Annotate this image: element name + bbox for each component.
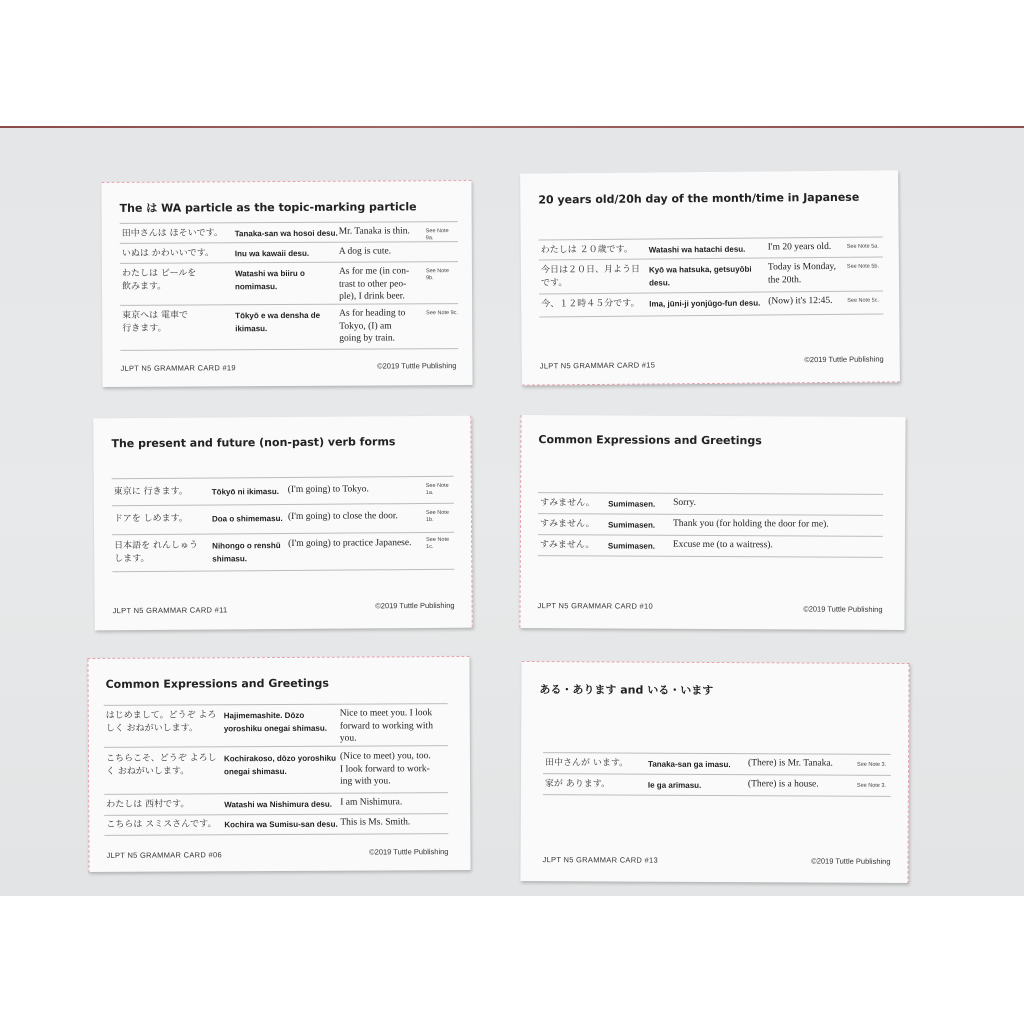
note-ref: See Note 1a. (425, 482, 449, 497)
copyright: ©2019 Tuttle Publishing (804, 354, 884, 365)
card-number: JLPT N5 GRAMMAR CARD #06 (106, 850, 222, 860)
card-number: JLPT N5 GRAMMAR CARD #13 (542, 855, 658, 865)
note-ref: See Note 9b. (425, 268, 449, 282)
note-ref: See Note 3. (857, 761, 887, 768)
card-title: The は WA particle as the topic-marking particle (119, 200, 417, 215)
japanese-text: 田中さんは ほそいです。 (121, 228, 223, 239)
english-text: (I'm going) to Tokyo. (287, 484, 369, 495)
table-row (112, 476, 454, 506)
table-row (538, 513, 883, 537)
romaji-text: Kyō wa hatsuka, getsuyōbi desu. (648, 264, 752, 288)
romaji-text: Nihongo o renshū shimasu. (212, 541, 281, 564)
card-table (538, 492, 883, 557)
romaji-text: Ima, jūni-ji yonjūgo-fun desu. (649, 298, 761, 309)
english-text: As for heading to Tokyo, (I) am going by train. (339, 308, 406, 344)
japanese-text: 今、１２時４５分です。 (541, 298, 640, 310)
table-row (104, 703, 448, 748)
card-title: The present and future (non-past) verb forms (111, 435, 396, 451)
english-text: Today is Monday, the 20th. (767, 261, 837, 285)
note-ref: See Note 3. (856, 782, 886, 789)
card-number: JLPT N5 GRAMMAR CARD #19 (120, 363, 236, 373)
card-title: ある・あります and いる・います (539, 683, 714, 697)
romaji-text: Sumimasen. (607, 541, 656, 551)
english-text: Sorry. (673, 497, 697, 508)
card-number: JLPT N5 GRAMMAR CARD #11 (112, 605, 228, 616)
japanese-text: ドアを しめます。 (113, 513, 188, 525)
note-ref: See Note 1c. (426, 536, 450, 551)
copyright: ©2019 Tuttle Publishing (375, 600, 455, 611)
japanese-text: すみません。 (539, 519, 595, 530)
table-row (112, 503, 454, 535)
grammar-card-19 (101, 180, 472, 387)
romaji-text: Watashi wa biiru o nomimasu. (234, 268, 305, 292)
note-ref: See Note 1b. (425, 509, 449, 524)
japanese-text: こちらは スミスさんです。 (106, 819, 217, 830)
table-row (120, 261, 458, 306)
romaji-text: Doa o shimemasu. (211, 514, 283, 524)
card-table (539, 236, 884, 319)
note-ref: See Note 5b. (846, 263, 880, 270)
table-row (543, 773, 891, 797)
japanese-text: 東京へは 電車で 行きます。 (122, 310, 189, 334)
english-text: (Now) it's 12:45. (768, 295, 833, 307)
romaji-text: Tōkyō ni ikimasu. (211, 487, 279, 497)
card-table (120, 221, 459, 350)
copyright: ©2019 Tuttle Publishing (377, 361, 457, 371)
table-row (112, 532, 454, 572)
japanese-text: すみません。 (539, 540, 595, 551)
copyright: ©2019 Tuttle Publishing (369, 847, 449, 857)
card-table (112, 476, 455, 572)
romaji-text: Kochirakoso, dōzo yoroshiku onegai shimasu. (223, 753, 337, 777)
card-title: Common Expressions and Greetings (538, 433, 762, 448)
english-text: (I'm going) to close the door. (287, 511, 398, 522)
table-row (104, 745, 448, 795)
table-row (104, 813, 448, 836)
copyright: ©2019 Tuttle Publishing (803, 604, 883, 614)
romaji-text: Tanaka-san ga imasu. (648, 759, 731, 770)
english-text: As for me (in con- trast to other peo- ple), I drink beer. (338, 266, 410, 302)
grammar-card-13 (520, 661, 909, 883)
card-number: JLPT N5 GRAMMAR CARD #15 (539, 360, 656, 371)
japanese-text: 今日は２０日、月よう日 です。 (540, 264, 640, 289)
english-text: Mr. Tanaka is thin. (338, 226, 410, 237)
romaji-text: Watashi wa hatachi desu. (648, 244, 746, 255)
card-table (104, 703, 449, 835)
english-text: Thank you (for holding the door for me). (672, 518, 829, 530)
grammar-card-15 (520, 170, 900, 385)
table-row (104, 792, 448, 816)
japanese-text: わたしは 西村です。 (106, 799, 190, 810)
note-ref: See Note 5a. (846, 243, 879, 250)
english-text: Excuse me (to a waitress). (672, 539, 773, 551)
romaji-text: Tanaka-san wa hosoi desu. (234, 228, 338, 239)
english-text: A dog is cute. (338, 246, 392, 257)
grammar-card-10 (519, 415, 905, 630)
dashed-edge (519, 415, 521, 628)
japanese-text: こちらこそ、どうぞ よろし く おねがいします。 (105, 753, 217, 777)
japanese-text: 東京に 行きます。 (113, 486, 188, 498)
english-text: This is Ms. Smith. (340, 817, 411, 828)
english-text: I am Nishimura. (340, 797, 403, 808)
table-row (538, 534, 883, 558)
note-ref: See Note 5c. (847, 297, 880, 304)
romaji-text: Ie ga arimasu. (647, 780, 702, 790)
note-ref: See Note 9c. (426, 310, 458, 317)
romaji-text: Sumimasen. (607, 520, 656, 530)
romaji-text: Inu wa kawaii desu. (234, 248, 310, 259)
english-text: (I'm going) to practice Japanese. (288, 538, 412, 549)
table-row (543, 752, 891, 776)
japanese-text: わたしは ２０歳です。 (540, 244, 633, 256)
grammar-card-06 (87, 656, 470, 872)
japanese-text: はじめまして。どうぞ よろ しく おねがいします。 (105, 710, 217, 734)
copyright: ©2019 Tuttle Publishing (811, 856, 891, 866)
table-row (539, 290, 883, 317)
note-ref: See Note 9a. (425, 228, 449, 242)
dashed-edge (87, 659, 89, 873)
table-row (538, 492, 883, 516)
card-title: 20 years old/20h day of the month/time in Japanese (538, 190, 860, 207)
romaji-text: Hajimemashite. Dōzo yoroshiku onegai shimasu. (223, 710, 327, 734)
english-text: Nice to meet you. I look forward to working with you. (339, 708, 433, 744)
japanese-text: 日本語を れんしゅう します。 (114, 540, 199, 565)
english-text: I'm 20 years old. (767, 241, 832, 253)
romaji-text: Watashi wa Nishimura desu. (224, 799, 332, 810)
japanese-text: 田中さんが います。 (545, 758, 629, 769)
japanese-text: わたしは ビールを 飲みます。 (121, 268, 197, 292)
english-text: (There) is Mr. Tanaka. (748, 758, 833, 769)
romaji-text: Kochira wa Sumisu-san desu. (224, 819, 338, 830)
english-text: (There) is a house. (747, 779, 819, 790)
table-row (539, 256, 883, 294)
japanese-text: 家が あります。 (544, 779, 611, 790)
grammar-card-11 (93, 416, 472, 631)
japanese-text: いぬは かわいいです。 (121, 248, 215, 259)
card-number: JLPT N5 GRAMMAR CARD #10 (537, 601, 654, 611)
english-text: (Nice to meet) you, too. I look forward to work- ing with you. (339, 751, 431, 787)
romaji-text: Sumimasen. (608, 499, 656, 509)
table-row (120, 303, 458, 351)
japanese-text: すみません。 (540, 498, 595, 509)
card-title: Common Expressions and Greetings (105, 676, 330, 691)
romaji-text: Tōkyō e wa densha de ikimasu. (235, 310, 321, 334)
card-table (543, 752, 891, 796)
